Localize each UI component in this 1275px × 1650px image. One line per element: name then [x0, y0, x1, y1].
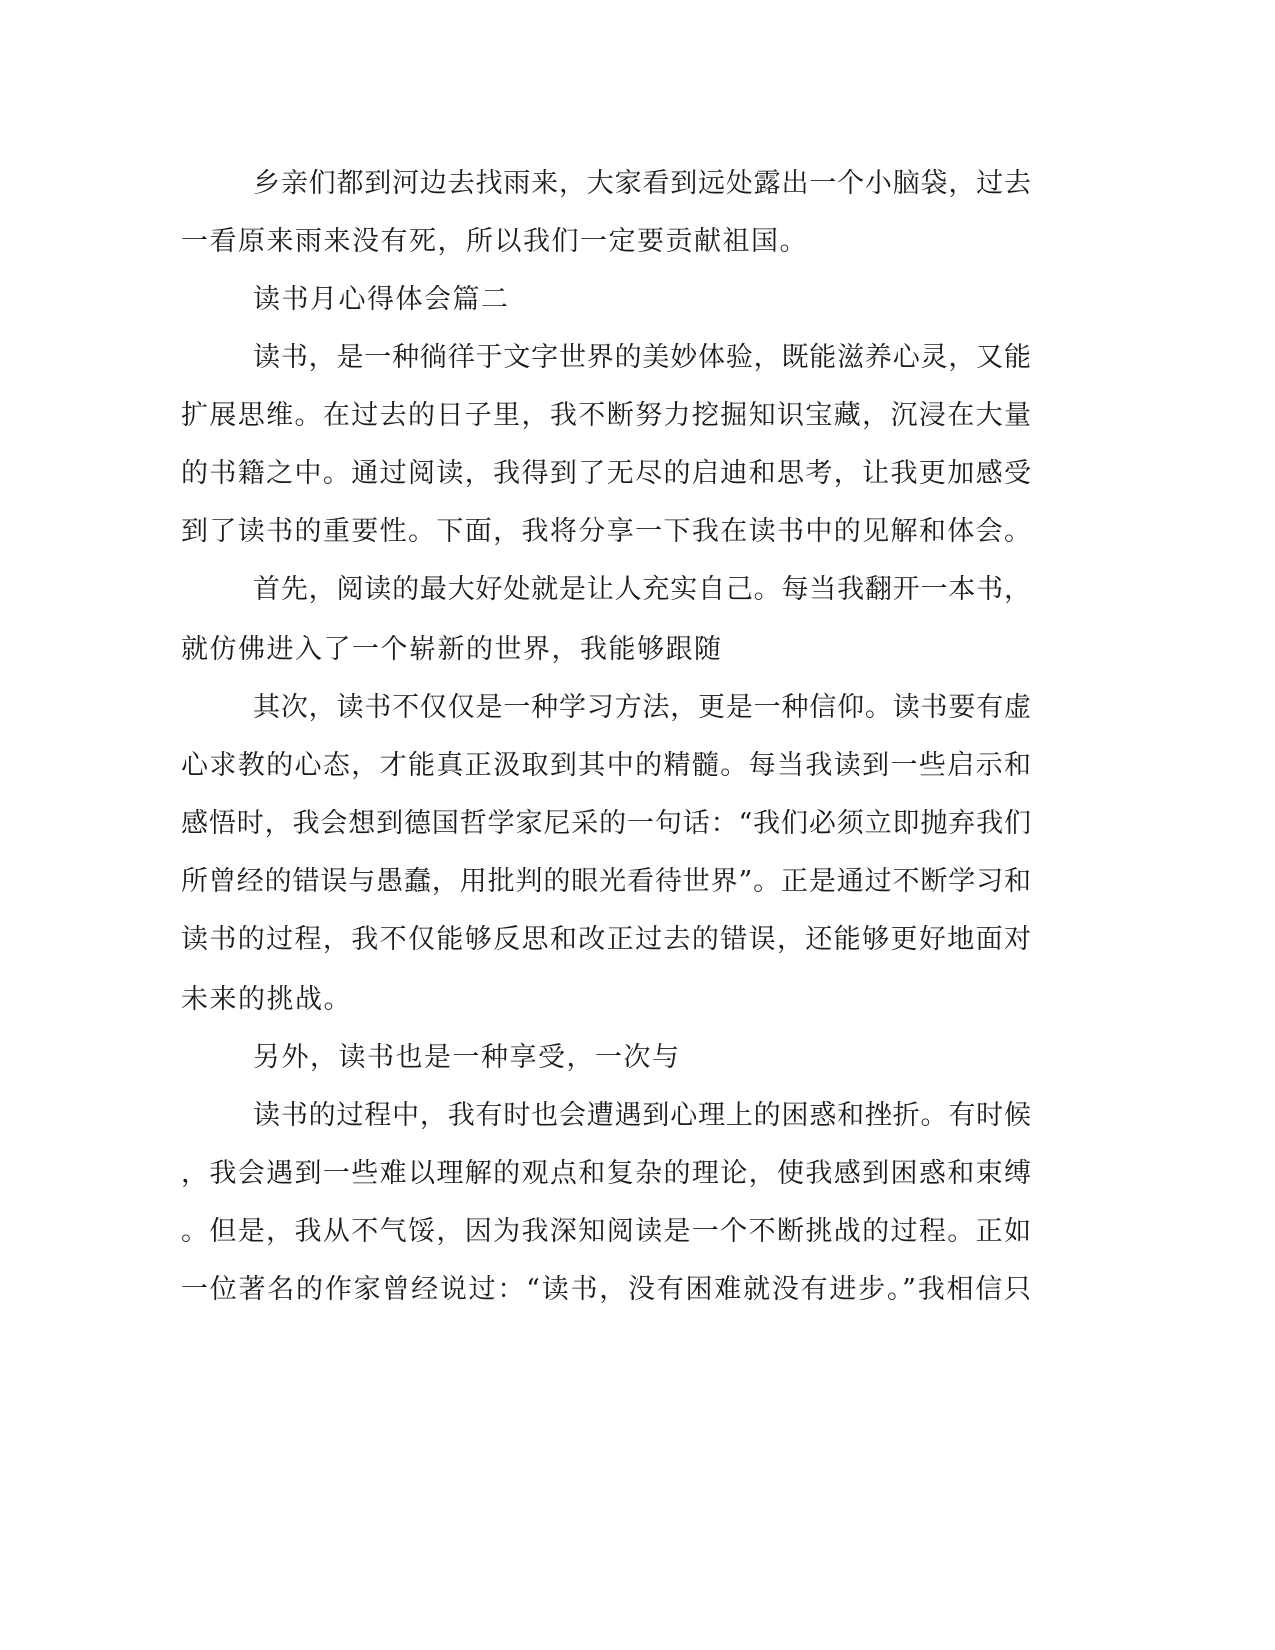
text-line: 就仿佛进入了一个崭新的世界，我能够跟随: [181, 634, 723, 665]
text-line: 另外，读书也是一种享受，一次与: [253, 1042, 681, 1073]
section-heading: 读书月心得体会篇二: [253, 284, 510, 315]
text-line: 首先，阅读的最大好处就是让人充实自己。每当我翻开一本书，: [253, 574, 1031, 605]
text-line: 未来的挑战。: [181, 984, 352, 1015]
text-line: 的书籍之中。通过阅读，我得到了无尽的启迪和思考，让我更加感受: [181, 458, 1031, 489]
text-line: 所曾经的错误与愚蠢，用批判的眼光看待世界”。正是通过不断学习和: [181, 866, 1031, 897]
text-line: 读书，是一种徜徉于文字世界的美妙体验，既能滋养心灵，又能: [253, 342, 1031, 373]
text-line: 读书的过程，我不仅能够反思和改正过去的错误，还能够更好地面对: [181, 924, 1031, 955]
text-line: 其次，读书不仅仅是一种学习方法，更是一种信仰。读书要有虚: [253, 692, 1031, 723]
text-line: 感悟时，我会想到德国哲学家尼采的一句话：“我们必须立即抛弃我们: [181, 808, 1031, 839]
text-line: 。但是，我从不气馁，因为我深知阅读是一个不断挑战的过程。正如: [181, 1216, 1031, 1247]
text-line: 乡亲们都到河边去找雨来，大家看到远处露出一个小脑袋，过去: [253, 168, 1031, 199]
text-line: 一看原来雨来没有死，所以我们一定要贡献祖国。: [181, 226, 808, 257]
text-line: ，我会遇到一些难以理解的观点和复杂的理论，使我感到困惑和束缚: [181, 1158, 1031, 1189]
text-line: 扩展思维。在过去的日子里，我不断努力挖掘知识宝藏，沉浸在大量: [181, 400, 1031, 431]
text-line: 到了读书的重要性。下面，我将分享一下我在读书中的见解和体会。: [181, 516, 1031, 547]
text-line: 读书的过程中，我有时也会遭遇到心理上的困惑和挫折。有时候: [253, 1100, 1031, 1131]
text-line: 心求教的心态，才能真正汲取到其中的精髓。每当我读到一些启示和: [181, 750, 1031, 781]
text-line: 一位著名的作家曾经说过：“读书，没有困难就没有进步。”我相信只: [181, 1274, 1031, 1305]
